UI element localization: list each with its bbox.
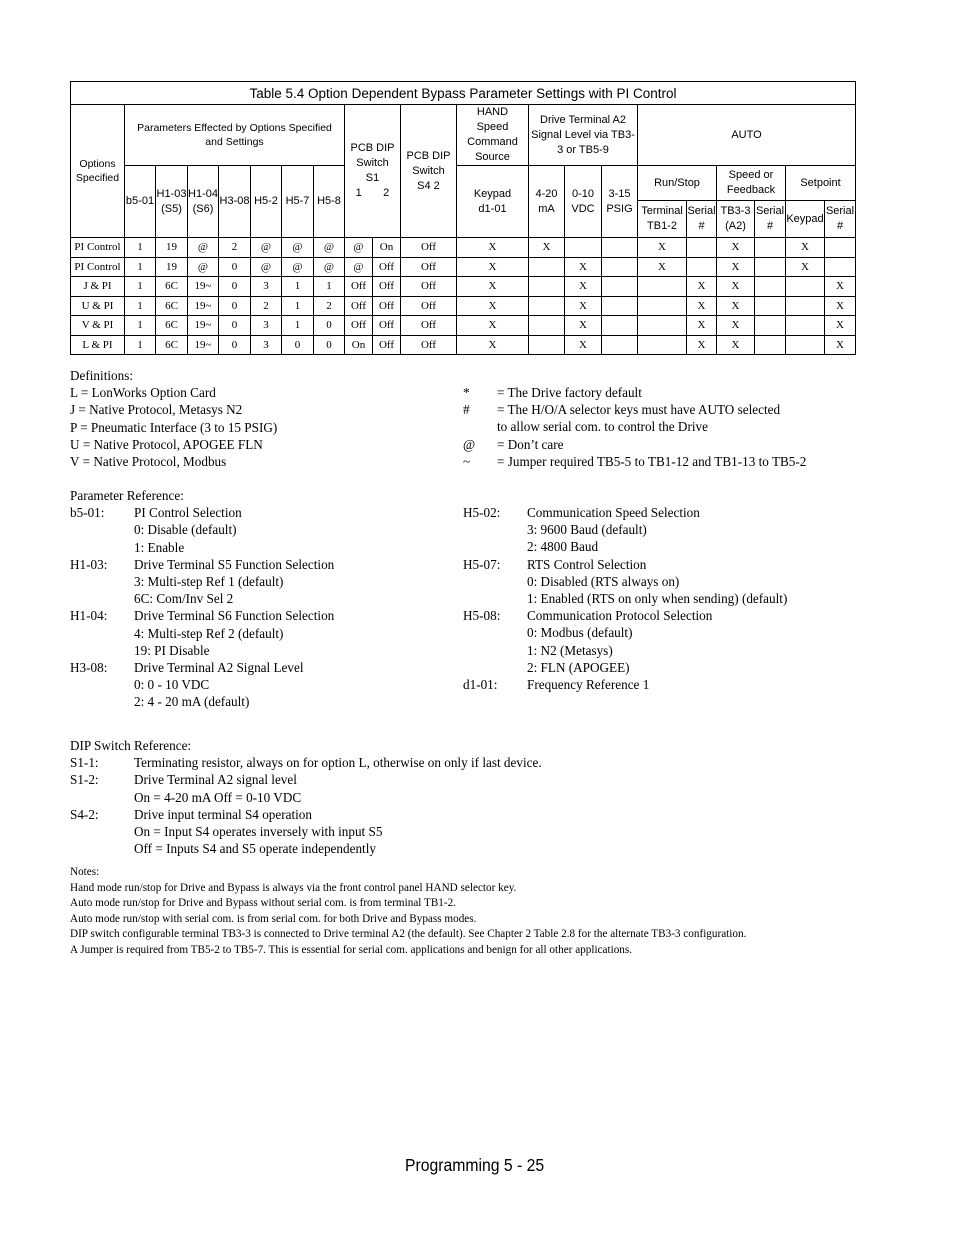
reference-code [70,789,134,806]
table-cell [638,277,687,297]
table-cell [786,277,825,297]
reference-row [463,538,863,555]
reference-text: Off = Inputs S4 and S5 operate independently [134,841,376,857]
reference-code: H5-02: [463,505,501,520]
table-cell: 1 [125,257,156,277]
table-cell: X [457,238,529,258]
table-cell: X [638,238,687,258]
reference-code: H1-04: [70,608,108,624]
table-row [71,238,856,258]
definition-symbol-row [463,418,863,435]
table-cell: 0 [314,316,345,336]
table-cell: @ [345,257,373,277]
table-cell: @ [314,257,345,277]
hand-speed-header: HAND Speed Command Source [457,105,529,166]
reference-code [70,521,134,538]
reference-code: b5-01: [70,505,105,521]
table-cell: 6C [156,296,188,316]
table-cell: 3 [251,277,282,297]
pcb-dip-s1-positions: 1 2 [355,187,390,199]
table-cell: 1 [125,335,156,355]
table-cell: 19~ [188,277,219,297]
table-cell: 1 [314,277,345,297]
table-cell: 2 [314,296,345,316]
reference-code [70,676,134,693]
reference-row [70,642,450,659]
reference-text: 1: Enable [134,539,185,555]
reference-row [463,573,863,590]
reference-text: 2: FLN (APOGEE) [527,659,630,675]
table-cell: Off [373,316,401,336]
table-cell: Off [373,277,401,297]
h5-8-header: H5-8 [314,166,345,238]
table-cell: X [717,277,755,297]
params-group-header: Parameters Effected by Options Specified and Settings [125,105,345,166]
setpoint-header: Setpoint [786,166,856,201]
reference-row [70,521,450,538]
table-cell: X [717,316,755,336]
h1-03-header: H1-03 (S5) [156,166,188,238]
table-cell: @ [314,238,345,258]
table-cell: 0 [219,257,251,277]
table-title: Table 5.4 Option Dependent Bypass Parameter Settings with PI Control [71,82,856,105]
note-line: DIP switch configurable terminal TB3-3 is connected to Drive terminal A2 (the default). See Chapter 2 Table 2.8 for the alternate TB3-3 configuration. [70,928,747,941]
table-cell: 19~ [188,316,219,336]
table-cell: X [565,296,602,316]
table-cell: 2 [219,238,251,258]
reference-row [70,806,870,823]
table-cell: X [565,277,602,297]
table-cell: PI Control [71,257,125,277]
reference-row [70,754,870,771]
reference-row [463,659,863,676]
table-cell: 1 [125,316,156,336]
definition-text: to allow serial com. to control the Drive [497,419,708,435]
table-cell: X [687,335,717,355]
reference-code: H5-07: [463,556,501,572]
table-row [71,257,856,277]
table-cell: X [717,238,755,258]
table-cell: 1 [125,238,156,258]
table-cell [786,296,825,316]
keypad-header: Keypad [786,201,825,238]
reference-text: Drive Terminal S5 Function Selection [134,556,335,572]
table-cell: 3 [251,316,282,336]
reference-text: On = Input S4 operates inversely with input S5 [134,824,383,840]
reference-row [70,625,450,642]
definition-item: V = Native Protocol, Modbus [70,454,227,470]
table-cell: @ [188,238,219,258]
table-row [71,296,856,316]
table-cell: X [717,296,755,316]
dip-ref-list [70,754,870,857]
reference-text: Drive Terminal A2 Signal Level [134,660,304,676]
reference-text: 19: PI Disable [134,642,210,658]
table-cell: Off [401,238,457,258]
table-cell: On [345,335,373,355]
table-cell: 0 [219,316,251,336]
reference-code [70,590,134,607]
reference-text: 4: Multi-step Ref 2 (default) [134,625,284,641]
table-cell: X [529,238,565,258]
reference-row [70,539,450,556]
table-cell [755,296,786,316]
table-cell: Off [373,335,401,355]
table-cell: 0 [314,335,345,355]
table-cell [755,257,786,277]
table-cell [529,257,565,277]
definitions-heading: Definitions: [70,368,134,383]
table-cell: @ [282,238,314,258]
reference-row [463,642,863,659]
table-cell [602,316,638,336]
note-line: Auto mode run/stop for Drive and Bypass without serial com. is from terminal TB1-2. [70,897,457,910]
table-cell: Off [401,296,457,316]
reference-text: Terminating resistor, always on for option L, otherwise on only if last device. [134,755,542,771]
reference-code [463,538,527,555]
reference-row [70,676,450,693]
reference-code: H5-08: [463,608,501,624]
table-cell [825,238,856,258]
reference-code [70,693,134,710]
param-ref-left-list [70,504,450,710]
h5-2-header: H5-2 [251,166,282,238]
definition-item: P = Pneumatic Interface (3 to 15 PSIG) [70,419,278,435]
definition-symbol: * [463,385,470,400]
reference-code [70,625,134,642]
reference-text: Communication Speed Selection [527,505,700,520]
param-ref-right [463,504,863,693]
reference-code [463,624,527,641]
table-cell [786,316,825,336]
table-cell [687,238,717,258]
definition-symbol-row [463,453,863,470]
table-cell: X [457,257,529,277]
definitions-left [70,367,450,470]
definition-text: = The H/O/A selector keys must have AUTO selected [497,402,781,418]
reference-code: S1-1: [70,755,99,771]
table-cell: U & PI [71,296,125,316]
keypad-d1-header: Keypad d1-01 [457,166,529,238]
reference-code [463,521,527,538]
table-cell: 19~ [188,335,219,355]
param-ref-left [70,487,450,711]
serial-header: Serial # [687,201,717,238]
table-cell: X [717,335,755,355]
table-cell: @ [251,238,282,258]
note-line: Hand mode run/stop for Drive and Bypass is always via the front control panel HAND selector key. [70,881,517,894]
reference-code [463,642,527,659]
reference-text: 2: 4 - 20 mA (default) [134,694,250,710]
table-cell [602,335,638,355]
table-cell: 0 [219,335,251,355]
table-cell [638,316,687,336]
reference-text: On = 4-20 mA Off = 0-10 VDC [134,789,302,805]
table-cell: 1 [282,277,314,297]
reference-row [463,556,863,573]
reference-text: 0: Modbus (default) [527,625,633,641]
table-cell: On [373,238,401,258]
notes-heading: Notes: [70,866,100,878]
table-cell: J & PI [71,277,125,297]
b5-01-header: b5-01 [125,166,156,238]
reference-row [463,504,863,521]
reference-text: Communication Protocol Selection [527,608,713,624]
reference-text: 2: 4800 Baud [527,539,599,555]
table-cell: X [825,296,856,316]
table-cell: 0 [219,277,251,297]
table-cell: 0 [282,335,314,355]
vdc-0-10-header: 0-10 VDC [565,166,602,238]
table-cell: 1 [125,296,156,316]
dip-ref [70,737,870,857]
note-line: A Jumper is required from TB5-2 to TB5-7. This is essential for serial com. applications and benign for all other applications. [70,943,633,956]
table-cell: X [457,335,529,355]
options-header: Options Specified [71,105,125,238]
table-cell: X [825,277,856,297]
table-cell: V & PI [71,316,125,336]
note-line: Auto mode run/stop with serial com. is from serial com. for both Drive and Bypass modes. [70,912,477,925]
reference-row [463,676,863,693]
reference-code: H3-08: [70,660,108,676]
table-cell: @ [345,238,373,258]
reference-code [463,573,527,590]
table-cell [529,277,565,297]
reference-code [463,659,527,676]
tb3-3-a2-header: TB3-3 (A2) [717,201,755,238]
table-cell [529,296,565,316]
reference-code: H1-03: [70,556,108,572]
table-body [71,238,856,355]
definition-symbol: # [463,402,470,418]
table-cell: 6C [156,277,188,297]
reference-row [463,624,863,641]
reference-row [70,573,450,590]
definition-item: L = LonWorks Option Card [70,385,216,401]
param-ref-heading: Parameter Reference: [70,488,184,503]
definition-text: = The Drive factory default [497,385,642,400]
table-cell: @ [251,257,282,277]
reference-code: S1-2: [70,772,99,788]
table-cell [602,296,638,316]
table-cell: 1 [282,316,314,336]
definition-text: = Don’t care [497,436,564,452]
reference-text: Frequency Reference 1 [527,677,650,693]
table-cell: @ [282,257,314,277]
table-cell: X [457,316,529,336]
page-footer: Programming 5 - 25 [405,1155,545,1175]
table-cell: X [457,296,529,316]
reference-text: RTS Control Selection [527,556,647,572]
reference-code [463,590,527,607]
reference-text: 1: N2 (Metasys) [527,642,613,658]
table-cell [602,257,638,277]
auto-header: AUTO [638,105,856,166]
definition-item: U = Native Protocol, APOGEE FLN [70,436,263,452]
reference-code [70,539,134,556]
table-cell: 2 [251,296,282,316]
terminal-tb1-2-header: Terminal TB1-2 [638,201,687,238]
table-cell: X [565,316,602,336]
table-cell [565,238,602,258]
table-cell: X [457,277,529,297]
table-cell: Off [373,296,401,316]
table-cell: 19 [156,238,188,258]
reference-row [70,659,450,676]
definition-symbol-row [463,401,863,418]
reference-row [70,607,450,624]
table-cell [755,316,786,336]
reference-row [70,789,870,806]
table-cell: L & PI [71,335,125,355]
reference-row [463,590,863,607]
reference-row [70,504,450,521]
settings-table [70,81,856,355]
h3-08-header: H3-08 [219,166,251,238]
reference-row [70,556,450,573]
table-cell: X [786,257,825,277]
reference-row [70,771,870,788]
table-cell: Off [373,257,401,277]
pcb-dip-s4-header: PCB DIP Switch S4 2 [401,105,457,238]
reference-text: Drive Terminal S6 Function Selection [134,608,335,624]
reference-code [70,573,134,590]
reference-text: 0: Disabled (RTS always on) [527,573,680,589]
table-cell: 6C [156,335,188,355]
reference-code: S4-2: [70,806,99,822]
table-cell [602,277,638,297]
reference-code [70,840,134,857]
table-cell: 1 [282,296,314,316]
dip-ref-heading: DIP Switch Reference: [70,738,192,753]
table-cell: X [786,238,825,258]
ma-4-20-header: 4-20 mA [529,166,565,238]
table-cell: Off [401,335,457,355]
serial-header: Serial # [755,201,786,238]
definition-text: = Jumper required TB5-5 to TB1-12 and TB1-13 to TB5-2 [497,453,807,469]
reference-row [463,607,863,624]
definition-symbol [463,418,497,435]
table-cell [638,335,687,355]
definitions-right [463,384,863,470]
reference-text: 0: 0 - 10 VDC [134,677,210,693]
reference-row [70,693,450,710]
table-cell: X [565,335,602,355]
table-cell: 3 [251,335,282,355]
definition-symbol: @ [463,436,476,452]
param-ref-right-list [463,504,863,693]
reference-text: 1: Enabled (RTS on only when sending) (default) [527,591,788,607]
pcb-dip-s1-label: PCB DIP Switch S1 [350,142,395,184]
table-cell: Off [345,277,373,297]
table-cell: Off [401,277,457,297]
psig-3-15-header: 3-15 PSIG [602,166,638,238]
pcb-dip-s1-header [345,105,401,238]
table-cell: 6C [156,316,188,336]
reference-row [463,521,863,538]
definition-item: J = Native Protocol, Metasys N2 [70,402,243,418]
table-cell [687,257,717,277]
table-cell: X [717,257,755,277]
reference-code [70,642,134,659]
table-cell: X [825,316,856,336]
table-cell: X [687,296,717,316]
speed-feedback-header: Speed or Feedback [717,166,786,201]
table-row [71,277,856,297]
reference-text: 3: Multi-step Ref 1 (default) [134,574,284,590]
table-cell [825,257,856,277]
table-cell: Off [345,296,373,316]
table-cell: 19~ [188,296,219,316]
table-cell [602,238,638,258]
table-cell: Off [401,257,457,277]
reference-text: 3: 9600 Baud (default) [527,522,647,538]
serial-header: Serial # [825,201,856,238]
h5-7-header: H5-7 [282,166,314,238]
table-cell: Off [345,316,373,336]
table-cell: X [565,257,602,277]
table-cell: PI Control [71,238,125,258]
table-cell [786,335,825,355]
table-cell: @ [188,257,219,277]
table-cell [755,277,786,297]
table-cell: 0 [219,296,251,316]
table-cell [529,316,565,336]
reference-text: 6C: Com/Inv Sel 2 [134,591,234,607]
h1-04-header: H1-04 (S6) [188,166,219,238]
reference-row [70,823,870,840]
reference-text: Drive Terminal A2 signal level [134,772,297,788]
reference-row [70,840,870,857]
definition-symbol: ~ [463,453,471,469]
reference-code [70,823,134,840]
table-cell [755,335,786,355]
table-cell: 19 [156,257,188,277]
table-cell [529,335,565,355]
reference-text: 0: Disable (default) [134,522,237,538]
reference-row [70,590,450,607]
definition-symbol-row [463,436,863,453]
reference-text: Drive input terminal S4 operation [134,806,312,822]
definition-symbol-row [463,384,863,401]
reference-code: d1-01: [463,677,498,693]
table-cell [755,238,786,258]
drive-terminal-header: Drive Terminal A2 Signal Level via TB3-3 or TB5-9 [529,105,638,166]
table-cell [638,296,687,316]
reference-text: PI Control Selection [134,505,242,521]
table-cell: X [687,277,717,297]
table-cell: X [638,257,687,277]
notes [70,865,746,959]
table-cell: Off [401,316,457,336]
table-row [71,335,856,355]
table-cell: X [825,335,856,355]
table-row [71,316,856,336]
table-cell: X [687,316,717,336]
table-cell: 1 [125,277,156,297]
run-stop-header: Run/Stop [638,166,717,201]
